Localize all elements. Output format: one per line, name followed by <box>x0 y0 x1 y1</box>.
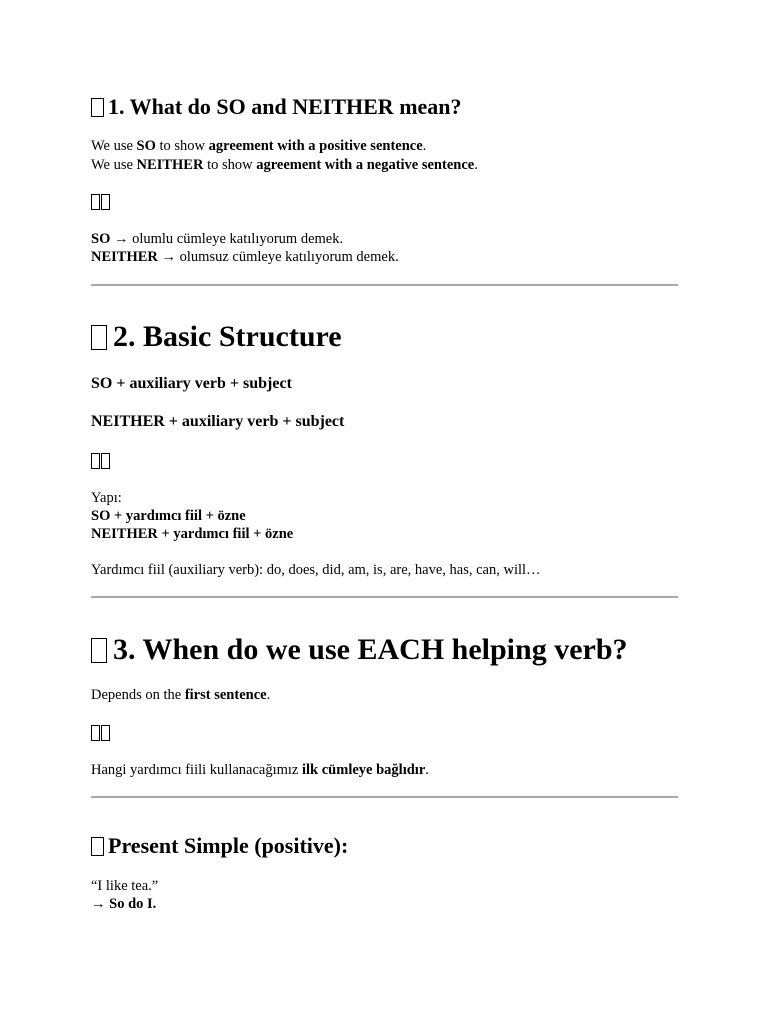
missing-glyph-icon <box>91 837 104 856</box>
section3-tr-line: Hangi yardımcı fiili kullanacağımız ilk cümleye bağlıdır. <box>91 762 429 778</box>
section2-heading: 2. Basic Structure <box>91 320 342 354</box>
auxiliary-verb-note: Yardımcı fiil (auxiliary verb): do, does, did, am, is, are, have, has, can, will… <box>91 562 541 578</box>
structure-neither: NEITHER + auxiliary verb + subject <box>91 413 345 430</box>
section1-en-line2: We use NEITHER to show agreement with a negative sentence. <box>91 157 478 173</box>
tr-structure-label: Yapı: <box>91 490 122 506</box>
section3-line: Depends on the first sentence. <box>91 687 271 703</box>
example-answer: → So do I. <box>91 896 157 912</box>
turkish-flag-icon <box>91 725 111 743</box>
missing-glyph-icon <box>91 325 107 350</box>
section1-tr-line1: SO → olumlu cümleye katılıyorum demek. <box>91 231 344 247</box>
section3-heading: 3. When do we use EACH helping verb? <box>91 633 628 667</box>
section-divider <box>91 284 678 286</box>
tr-structure-neither: NEITHER + yardımcı fiil + özne <box>91 526 294 542</box>
missing-glyph-icon <box>91 98 104 117</box>
tr-structure-so: SO + yardımcı fiil + özne <box>91 508 246 524</box>
example-sentence: “I like tea.” <box>91 878 159 894</box>
turkish-flag-icon <box>91 453 111 471</box>
section4-heading: Present Simple (positive): <box>91 833 348 859</box>
section-divider <box>91 596 678 598</box>
section1-heading: 1. What do SO and NEITHER mean? <box>91 94 462 120</box>
section1-tr-line2: NEITHER → olumsuz cümleye katılıyorum demek. <box>91 249 399 265</box>
turkish-flag-icon <box>91 194 111 212</box>
section1-en-line1: We use SO to show agreement with a positive sentence. <box>91 138 427 154</box>
missing-glyph-icon <box>91 638 107 663</box>
structure-so: SO + auxiliary verb + subject <box>91 375 292 392</box>
section-divider <box>91 796 678 798</box>
